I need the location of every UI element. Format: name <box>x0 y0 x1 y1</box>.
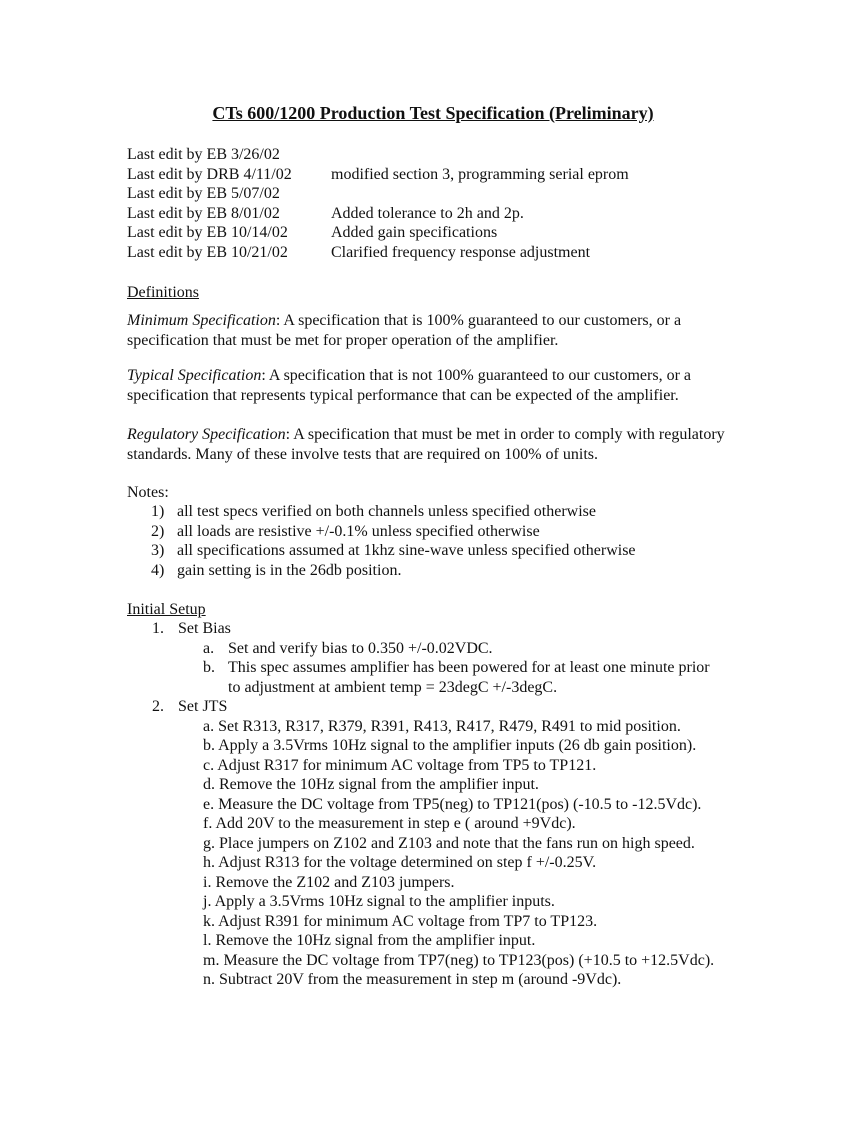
definition-regulatory <box>127 425 747 464</box>
list-item <box>151 561 636 581</box>
list-item: c. Adjust R317 for minimum AC voltage from TP5 to TP121. <box>203 756 597 774</box>
edit-row <box>127 184 629 204</box>
list-item <box>151 541 636 561</box>
definition-term: Regulatory Specification <box>127 426 286 443</box>
list-item: i. Remove the Z102 and Z103 jumpers. <box>203 873 455 891</box>
note-text: gain setting is in the 26db position. <box>177 561 402 579</box>
edit-row <box>127 145 629 165</box>
step-label: Set JTS <box>178 698 228 715</box>
edit-row <box>127 223 629 243</box>
edit-author-date: Last edit by EB 10/21/02 <box>127 243 288 261</box>
note-number: 3) <box>151 542 165 559</box>
list-item: n. Subtract 20V from the measurement in step m (around -9Vdc). <box>203 971 622 988</box>
note-text: all test specs verified on both channels unless specified otherwise <box>177 503 596 520</box>
notes-list <box>151 502 636 580</box>
document-title: CTs 600/1200 Production Test Specification (Preliminary) <box>212 103 654 123</box>
list-item: e. Measure the DC voltage from TP5(neg) to TP121(pos) (-10.5 to -12.5Vdc). <box>203 795 702 813</box>
note-number: 2) <box>151 522 165 540</box>
substep-letter: b. <box>203 659 215 676</box>
edit-note: modified section 3, programming serial eprom <box>331 165 629 183</box>
edit-note: Added gain specifications <box>331 224 498 241</box>
list-item: l. Remove the 10Hz signal from the amplifier input. <box>203 932 536 949</box>
list-item: b. Apply a 3.5Vrms 10Hz signal to the amplifier inputs (26 db gain position). <box>203 737 697 754</box>
edit-row <box>127 243 629 263</box>
list-item <box>203 639 723 659</box>
list-item: j. Apply a 3.5Vrms 10Hz signal to the amplifier inputs. <box>203 893 555 910</box>
edit-author-date: Last edit by EB 3/26/02 <box>127 146 280 163</box>
initial-setup-steps <box>152 619 752 990</box>
substep-text: This spec assumes amplifier has been powered for at least one minute prior to adjustment at ambient temp = 23degC +/-3degC. <box>228 659 710 696</box>
list-item: k. Adjust R391 for minimum AC voltage from TP7 to TP123. <box>203 912 598 930</box>
definition-typical <box>127 366 747 405</box>
step-number: 1. <box>152 620 164 637</box>
edit-author-date: Last edit by DRB 4/11/02 <box>127 165 292 183</box>
initial-setup-heading: Initial Setup <box>127 601 206 618</box>
step-number: 2. <box>152 698 164 715</box>
edit-author-date: Last edit by EB 10/14/02 <box>127 224 288 241</box>
edit-row <box>127 165 629 185</box>
list-item <box>151 502 636 522</box>
definition-text: : A specification that is 100% guaranteed to our customers, or a specification that must be met for proper operation of the amplifier. <box>127 312 682 349</box>
step2-substeps <box>203 717 763 990</box>
note-number: 4) <box>151 561 165 579</box>
list-item: m. Measure the DC voltage from TP7(neg) to TP123(pos) (+10.5 to +12.5Vdc). <box>203 951 715 969</box>
edit-row <box>127 204 629 224</box>
list-item: f. Add 20V to the measurement in step e ( around +9Vdc). <box>203 815 576 832</box>
definition-minimum <box>127 311 747 350</box>
notes-heading: Notes: <box>127 484 169 501</box>
list-item: h. Adjust R313 for the voltage determined on step f +/-0.25V. <box>203 854 597 871</box>
definitions-heading: Definitions <box>127 284 199 301</box>
definition-term: Typical Specification <box>127 367 262 384</box>
edit-author-date: Last edit by EB 5/07/02 <box>127 185 280 202</box>
edit-note: Clarified frequency response adjustment <box>331 243 591 261</box>
step1-substeps <box>203 639 723 698</box>
definition-text: : A specification that is not 100% guaranteed to our customers, or a specification that represents typical performance that can be expected of the amplifier. <box>127 367 692 404</box>
substep-text: Set and verify bias to 0.350 +/-0.02VDC. <box>228 639 493 657</box>
list-item: g. Place jumpers on Z102 and Z103 and note that the fans run on high speed. <box>203 834 695 852</box>
edit-history <box>127 145 629 262</box>
substep-letter: a. <box>203 639 215 657</box>
definition-term: Minimum Specification <box>127 312 276 329</box>
list-item <box>151 522 636 542</box>
note-text: all specifications assumed at 1khz sine-wave unless specified otherwise <box>177 542 636 559</box>
edit-note: Added tolerance to 2h and 2p. <box>331 204 524 222</box>
note-number: 1) <box>151 503 165 520</box>
note-text: all loads are resistive +/-0.1% unless specified otherwise <box>177 522 540 540</box>
step-header <box>152 697 752 717</box>
step-header <box>152 619 752 639</box>
list-item: a. Set R313, R317, R379, R391, R413, R417, R479, R491 to mid position. <box>203 717 681 735</box>
step-label: Set Bias <box>178 620 231 637</box>
list-item: d. Remove the 10Hz signal from the amplifier input. <box>203 776 539 793</box>
edit-author-date: Last edit by EB 8/01/02 <box>127 204 280 222</box>
definition-text: : A specification that must be met in order to comply with regulatory standards. Many of these involve tests that are required on 100% of units. <box>127 426 725 463</box>
list-item <box>203 658 723 697</box>
